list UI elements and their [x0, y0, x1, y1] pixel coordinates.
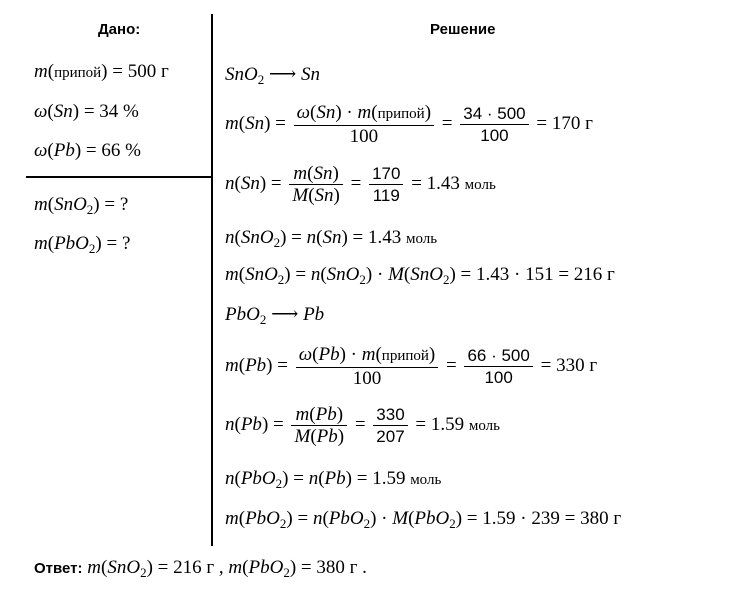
eq-m-pbo2: m(PbO$_2$) = n(PbO$_2$) · M(PbO$_2$) = 1.59 · 239 = 380 г: [225, 508, 622, 531]
given-header: Дано:: [98, 21, 141, 38]
find-m-pbo2: m(PbO$_2$) = ?: [34, 233, 131, 256]
eq-n-pb: n(Pb) = $\frac{m(Pb)}{M(Pb)}$ = $\frac{330}{207}$ = 1.59 моль: [225, 404, 501, 447]
eq-m-pb: m(Pb) = $\frac{\text{ω(Pb) · m(припой)}}{100}$ = $\frac{66 \cdot 500}{100}$ = 330 г: [225, 344, 598, 389]
eq-m-sno2: m(SnO$_2$) = n(SnO$_2$) · M(SnO$_2$) = 1.43 · 151 = 216 г: [225, 264, 615, 287]
column-divider: [211, 14, 213, 546]
answer-label: Ответ:: [34, 560, 83, 577]
find-m-sno2: m(SnO$_2$) = ?: [34, 194, 129, 217]
answer-line: Ответ: m(SnO$_2$) = 216 г , m(PbO$_2$) = 380 г .: [34, 557, 367, 580]
eq-n-sn: n(Sn) = $\frac{m(Sn)}{M(Sn)}$ = $\frac{170}{119}$ = 1.43 моль: [225, 163, 496, 206]
eq-m-sn: m(Sn) = $\frac{\text{ω(Sn) · m(припой)}}{100}$ = $\frac{34 \cdot 500}{100}$ = 170 г: [225, 102, 593, 147]
reaction-pbo2-pb: PbO$_2$ ⟶ Pb: [225, 304, 325, 327]
given-w-pb: ω(Pb) = 66 %: [34, 140, 141, 161]
eq-n-pbo2: n(PbO$_2$) = n(Pb) = 1.59 моль: [225, 468, 442, 491]
eq-n-sno2: n(SnO$_2$) = n(Sn) = 1.43 моль: [225, 227, 438, 250]
given-w-sn: ω(Sn) = 34 %: [34, 101, 139, 122]
reaction-sno2-sn: SnO$_2$ ⟶ Sn: [225, 64, 320, 87]
given-mass-solder: m(припой) = 500 г: [34, 61, 169, 82]
solution-header: Решение: [430, 21, 496, 38]
given-divider: [26, 176, 212, 178]
